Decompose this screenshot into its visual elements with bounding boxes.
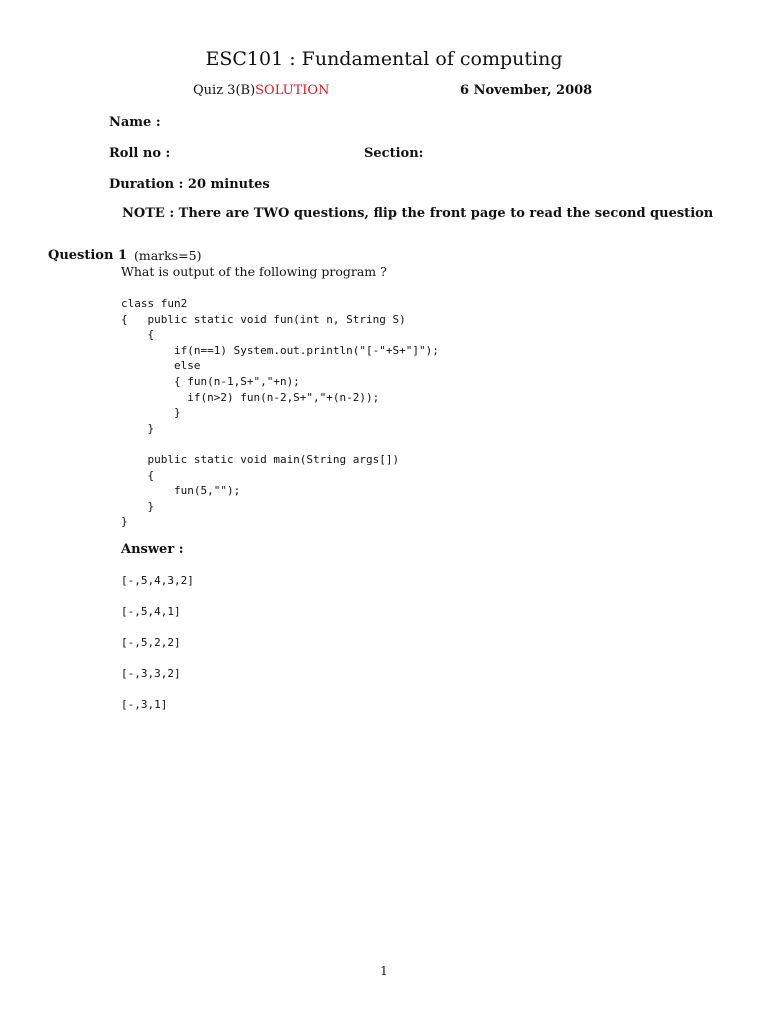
code-line: [121, 436, 439, 452]
answer-item: [-,5,4,1]: [121, 605, 181, 618]
question-marks: (marks=5): [134, 248, 202, 263]
code-line: if(n>2) fun(n-2,S+","+(n-2));: [121, 390, 380, 404]
page-number: 1: [380, 964, 388, 978]
code-line: if(n==1) System.out.println("[-"+S+"]");: [121, 343, 439, 357]
code-line: else: [121, 359, 201, 373]
document-title: ESC101 : Fundamental of computing: [205, 48, 563, 70]
quiz-date: 6 November, 2008: [460, 83, 593, 98]
note-text: NOTE : There are TWO questions, flip the front page to read the second question: [122, 206, 714, 221]
question-text: What is output of the following program ?: [121, 264, 387, 279]
code-line: {: [121, 468, 155, 482]
answer-item: [-,5,2,2]: [121, 636, 181, 649]
code-line: }: [121, 515, 128, 529]
code-line: }: [121, 499, 155, 513]
section-field-label: Section:: [364, 146, 424, 161]
answer-item: [-,3,1]: [121, 698, 168, 711]
code-block: [121, 296, 439, 530]
solution-label: SOLUTION: [255, 83, 330, 98]
duration-label: Duration : 20 minutes: [109, 177, 270, 192]
roll-no-field-label: Roll no :: [109, 146, 171, 161]
code-line: }: [121, 406, 181, 420]
quiz-identifier: [193, 83, 329, 98]
code-line: class fun2: [121, 297, 188, 310]
code-line: }: [121, 421, 155, 435]
code-line: {: [121, 328, 155, 342]
question-label: Question 1: [48, 248, 128, 263]
answer-label: Answer :: [121, 542, 184, 557]
answer-item: [-,5,4,3,2]: [121, 574, 194, 587]
code-line: fun(5,"");: [121, 484, 241, 498]
answer-list: [121, 573, 194, 728]
quiz-label: Quiz 3(B): [193, 83, 256, 98]
name-field-label: Name :: [109, 115, 161, 130]
code-line: public static void main(String args[]): [121, 452, 400, 466]
code-line: { public static void fun(int n, String S): [121, 312, 406, 326]
answer-item: [-,3,3,2]: [121, 667, 181, 680]
code-line: { fun(n-1,S+","+n);: [121, 374, 300, 388]
